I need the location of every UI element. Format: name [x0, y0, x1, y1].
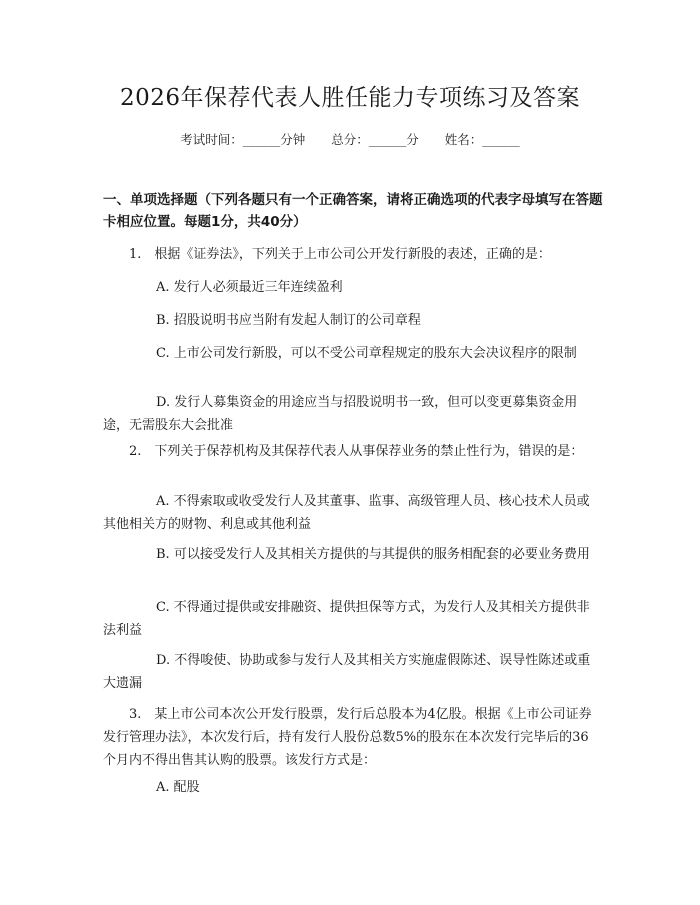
question-3-option-a: A. 配股 — [156, 780, 200, 795]
question-1-stem: 1. 根据《证券法》，下列关于上市公司公开发行新股的表述，正确的是： — [129, 247, 551, 262]
total-score-label: 总分：______分 — [331, 132, 419, 147]
question-3-stem: 3. 某上市公司本次公开发行股票，发行后总股本为4亿股。根据《上市公司证券发行管理办法》，本次发行后，持有发行人股份总数5%的股东在本次发行完毕后的36个月内不得出售其认购的股票。该发行方式是： — [103, 707, 592, 768]
question-2-option-b: B. 可以接受发行人及其相关方提供的与其提供的服务相配套的必要业务费用 — [156, 547, 590, 562]
question-1-option-d: D. 发行人募集资金的用途应当与招股说明书一致，但可以变更募集资金用途，无需股东大会批准 — [103, 395, 578, 433]
exam-time-label: 考试时间：______分钟 — [180, 132, 306, 147]
name-label: 姓名：______ — [444, 132, 520, 147]
section-heading: 一、单项选择题（下列各题只有一个正确答案，请将正确选项的代表字母填写在答题卡相应位置。每题1分，共40分） — [103, 192, 603, 230]
question-2-option-c: C. 不得通过提供或安排融资、提供担保等方式，为发行人及其相关方提供非法利益 — [103, 600, 590, 638]
page-title: 2026年保荐代表人胜任能力专项练习及答案 — [119, 85, 581, 111]
question-1-option-c: C. 上市公司发行新股，可以不受公司章程规定的股东大会决议程序的限制 — [156, 346, 577, 361]
question-1-option-b: B. 招股说明书应当附有发起人制订的公司章程 — [156, 313, 421, 328]
exam-info — [0, 130, 700, 150]
question-1-option-a: A. 发行人必须最近三年连续盈利 — [156, 280, 343, 295]
question-2-option-d: D. 不得唆使、协助或参与发行人及其相关方实施虚假陈述、误导性陈述或重大遗漏 — [103, 653, 591, 691]
question-2-option-a: A. 不得索取或收受发行人及其董事、监事、高级管理人员、核心技术人员或其他相关方的财物、利息或其他利益 — [103, 494, 590, 532]
question-2-stem: 2. 下列关于保荐机构及其保荐代表人从事保荐业务的禁止性行为，错误的是： — [129, 444, 584, 459]
